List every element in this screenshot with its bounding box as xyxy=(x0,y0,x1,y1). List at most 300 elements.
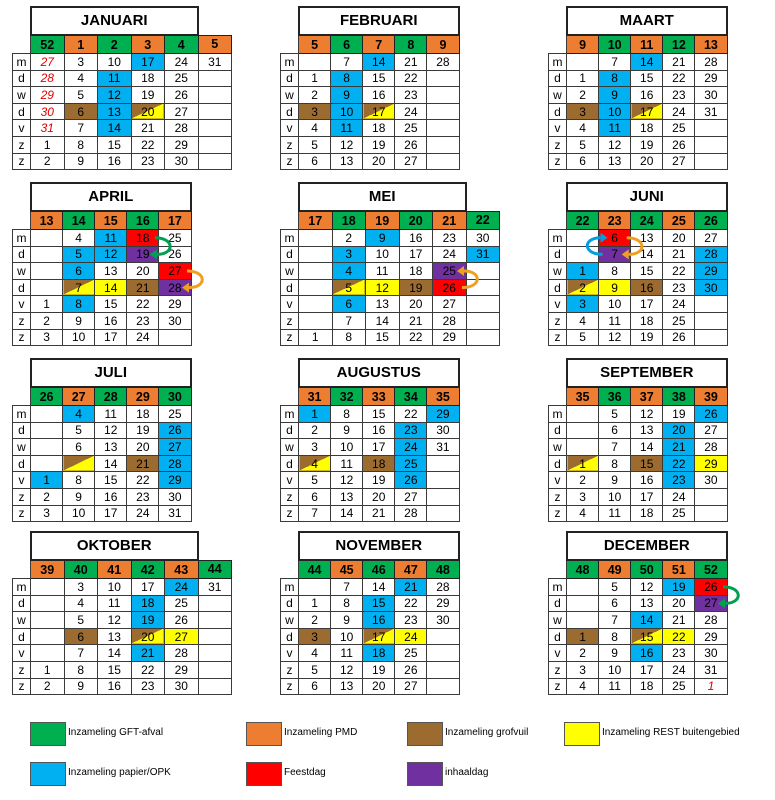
weekday-label: d xyxy=(13,246,31,263)
day-cell: 26 xyxy=(695,406,727,423)
day-cell: 24 xyxy=(127,505,159,522)
weekday-label: d xyxy=(281,422,299,439)
day-cell: 23 xyxy=(131,153,165,170)
day-cell: 25 xyxy=(165,595,199,612)
weekday-label: z xyxy=(549,312,567,329)
corner xyxy=(13,387,31,406)
month-title: OKTOBER xyxy=(31,532,199,560)
day-cell: 30 xyxy=(466,230,500,247)
month-juli xyxy=(12,358,192,522)
day-cell: 17 xyxy=(95,505,127,522)
legend-swatch xyxy=(407,762,443,786)
day-cell xyxy=(427,103,459,120)
corner xyxy=(13,359,31,387)
title-spacer xyxy=(466,183,500,211)
day-cell: 11 xyxy=(331,645,363,662)
day-cell: 22 xyxy=(131,136,165,153)
legend-swatch xyxy=(246,722,282,746)
day-cell: 3 xyxy=(567,296,599,313)
day-cell: 24 xyxy=(127,329,159,346)
day-cell: 10 xyxy=(366,246,400,263)
day-cell: 16 xyxy=(95,312,127,329)
day-cell: 5 xyxy=(63,422,95,439)
day-cell: 24 xyxy=(663,488,695,505)
day-cell: 14 xyxy=(631,439,663,456)
corner xyxy=(549,560,567,579)
day-cell: 5 xyxy=(332,279,366,296)
day-cell: 3 xyxy=(299,439,331,456)
month-title: APRIL xyxy=(31,183,192,211)
day-cell: 21 xyxy=(131,645,165,662)
corner xyxy=(549,183,567,211)
day-cell: 22 xyxy=(127,296,159,313)
day-cell: 27 xyxy=(395,488,427,505)
day-cell xyxy=(466,279,500,296)
day-cell xyxy=(198,661,232,678)
day-cell: 30 xyxy=(695,645,727,662)
day-cell: 15 xyxy=(631,263,663,280)
day-cell: 11 xyxy=(331,455,363,472)
month-title: MEI xyxy=(299,183,467,211)
week-number: 44 xyxy=(198,560,232,579)
weekday-label: m xyxy=(549,230,567,247)
day-cell xyxy=(159,329,191,346)
corner xyxy=(281,387,299,406)
day-cell: 7 xyxy=(64,120,98,137)
day-cell: 23 xyxy=(663,279,695,296)
month-juni xyxy=(548,182,728,346)
day-cell: 13 xyxy=(366,296,400,313)
day-cell xyxy=(198,136,232,153)
corner xyxy=(281,183,299,211)
week-number: 14 xyxy=(63,211,95,230)
day-cell xyxy=(31,645,65,662)
day-cell: 3 xyxy=(567,488,599,505)
day-cell: 30 xyxy=(165,678,199,695)
weekday-label: v xyxy=(549,472,567,489)
day-cell: 19 xyxy=(363,136,395,153)
day-cell: 31 xyxy=(31,120,65,137)
weekday-label: z xyxy=(549,505,567,522)
weekday-label: z xyxy=(549,136,567,153)
day-cell: 12 xyxy=(98,87,132,104)
week-number: 5 xyxy=(299,35,331,54)
day-cell: 21 xyxy=(127,279,159,296)
day-cell xyxy=(427,472,459,489)
weekday-label: d xyxy=(13,455,31,472)
day-cell: 29 xyxy=(165,661,199,678)
day-cell: 15 xyxy=(363,595,395,612)
week-number: 5 xyxy=(198,35,232,54)
title-spacer xyxy=(198,7,232,35)
legend-label: Inzameling PMD xyxy=(284,727,358,738)
day-cell xyxy=(695,153,727,170)
day-cell: 25 xyxy=(663,505,695,522)
day-cell: 20 xyxy=(131,103,165,120)
weekday-label: d xyxy=(281,628,299,645)
day-cell xyxy=(31,439,63,456)
day-cell: 23 xyxy=(433,230,467,247)
weekday-label: m xyxy=(13,54,31,71)
day-cell: 18 xyxy=(631,312,663,329)
day-cell: 22 xyxy=(663,263,695,280)
day-cell: 21 xyxy=(395,579,427,596)
day-cell: 6 xyxy=(63,439,95,456)
corner xyxy=(281,211,299,230)
day-cell: 4 xyxy=(63,406,95,423)
day-cell: 15 xyxy=(363,406,395,423)
day-cell: 12 xyxy=(98,612,132,629)
weekday-label: z xyxy=(549,678,567,695)
day-cell: 6 xyxy=(299,678,331,695)
day-cell xyxy=(567,230,599,247)
day-cell: 22 xyxy=(395,595,427,612)
day-cell: 5 xyxy=(64,87,98,104)
day-cell: 7 xyxy=(332,312,366,329)
weekday-label: d xyxy=(549,70,567,87)
day-cell: 19 xyxy=(631,329,663,346)
day-cell: 21 xyxy=(399,312,433,329)
day-cell: 7 xyxy=(331,54,363,71)
day-cell: 14 xyxy=(363,54,395,71)
day-cell: 5 xyxy=(599,406,631,423)
weekday-label: m xyxy=(281,54,299,71)
day-cell xyxy=(299,312,333,329)
day-cell: 24 xyxy=(395,103,427,120)
day-cell: 10 xyxy=(599,296,631,313)
day-cell: 10 xyxy=(331,439,363,456)
day-cell: 8 xyxy=(599,70,631,87)
corner xyxy=(281,532,299,560)
day-cell: 18 xyxy=(127,406,159,423)
day-cell: 3 xyxy=(31,329,63,346)
day-cell: 18 xyxy=(631,505,663,522)
day-cell xyxy=(695,312,727,329)
day-cell: 22 xyxy=(395,70,427,87)
day-cell: 23 xyxy=(395,612,427,629)
day-cell: 4 xyxy=(64,595,98,612)
day-cell xyxy=(198,70,232,87)
day-cell xyxy=(695,120,727,137)
weekday-label: w xyxy=(549,87,567,104)
day-cell: 14 xyxy=(331,505,363,522)
day-cell: 13 xyxy=(331,488,363,505)
day-cell: 12 xyxy=(95,422,127,439)
week-number: 15 xyxy=(95,211,127,230)
weekday-label: v xyxy=(13,296,31,313)
day-cell: 14 xyxy=(366,312,400,329)
day-cell: 18 xyxy=(363,120,395,137)
corner xyxy=(549,359,567,387)
title-spacer xyxy=(198,532,232,560)
weekday-label: z xyxy=(13,136,31,153)
day-cell: 9 xyxy=(331,87,363,104)
day-cell: 1 xyxy=(299,595,331,612)
day-cell: 19 xyxy=(363,661,395,678)
day-cell: 31 xyxy=(198,579,232,596)
day-cell: 26 xyxy=(663,329,695,346)
day-cell: 7 xyxy=(63,279,95,296)
week-number: 50 xyxy=(631,560,663,579)
day-cell: 24 xyxy=(433,246,467,263)
weekday-label: v xyxy=(281,645,299,662)
day-cell xyxy=(695,136,727,153)
day-cell: 16 xyxy=(95,488,127,505)
day-cell: 12 xyxy=(331,661,363,678)
corner xyxy=(281,7,299,35)
day-cell: 14 xyxy=(363,579,395,596)
weekday-label: w xyxy=(281,439,299,456)
day-cell: 16 xyxy=(363,422,395,439)
day-cell: 12 xyxy=(631,406,663,423)
day-cell: 28 xyxy=(31,70,65,87)
week-number: 1 xyxy=(64,35,98,54)
day-cell: 8 xyxy=(331,70,363,87)
day-cell: 20 xyxy=(127,439,159,456)
weekday-label: m xyxy=(281,230,299,247)
corner xyxy=(13,183,31,211)
month-februari xyxy=(280,6,460,170)
week-number: 17 xyxy=(159,211,191,230)
week-number: 49 xyxy=(599,560,631,579)
weekday-label: m xyxy=(281,406,299,423)
day-cell: 2 xyxy=(332,230,366,247)
day-cell xyxy=(427,505,459,522)
day-cell: 19 xyxy=(131,87,165,104)
weekday-label: w xyxy=(549,263,567,280)
day-cell: 7 xyxy=(299,505,331,522)
day-cell: 11 xyxy=(95,406,127,423)
day-cell: 16 xyxy=(631,645,663,662)
day-cell: 13 xyxy=(331,678,363,695)
week-number: 48 xyxy=(427,560,459,579)
day-cell: 26 xyxy=(159,422,191,439)
week-number: 36 xyxy=(599,387,631,406)
day-cell: 17 xyxy=(631,103,663,120)
day-cell: 26 xyxy=(159,246,191,263)
day-cell: 25 xyxy=(663,312,695,329)
corner xyxy=(13,7,31,35)
day-cell: 23 xyxy=(127,312,159,329)
day-cell: 3 xyxy=(64,54,98,71)
legend-swatch xyxy=(30,722,66,746)
day-cell: 9 xyxy=(64,678,98,695)
day-cell: 23 xyxy=(663,645,695,662)
day-cell: 25 xyxy=(159,406,191,423)
day-cell: 20 xyxy=(363,488,395,505)
weekday-label: d xyxy=(549,246,567,263)
month-september xyxy=(548,358,728,522)
day-cell xyxy=(198,153,232,170)
week-number: 19 xyxy=(366,211,400,230)
day-cell xyxy=(427,136,459,153)
day-cell: 26 xyxy=(395,136,427,153)
day-cell: 24 xyxy=(395,628,427,645)
day-cell: 26 xyxy=(433,279,467,296)
day-cell xyxy=(198,612,232,629)
day-cell: 29 xyxy=(159,472,191,489)
day-cell: 30 xyxy=(695,472,727,489)
day-cell: 5 xyxy=(64,612,98,629)
day-cell: 25 xyxy=(395,120,427,137)
day-cell: 29 xyxy=(165,136,199,153)
day-cell: 25 xyxy=(433,263,467,280)
weekday-label: d xyxy=(281,70,299,87)
day-cell: 6 xyxy=(332,296,366,313)
day-cell: 2 xyxy=(31,678,65,695)
day-cell: 4 xyxy=(567,505,599,522)
day-cell: 28 xyxy=(427,54,459,71)
day-cell: 19 xyxy=(363,472,395,489)
day-cell xyxy=(31,406,63,423)
day-cell: 27 xyxy=(695,422,727,439)
weekday-label: v xyxy=(281,120,299,137)
month-title: DECEMBER xyxy=(567,532,728,560)
day-cell: 9 xyxy=(599,645,631,662)
day-cell xyxy=(31,455,63,472)
weekday-label: w xyxy=(13,87,31,104)
week-number: 34 xyxy=(395,387,427,406)
day-cell: 1 xyxy=(567,628,599,645)
corner xyxy=(549,7,567,35)
week-number: 42 xyxy=(131,560,165,579)
day-cell: 1 xyxy=(299,329,333,346)
day-cell: 13 xyxy=(95,439,127,456)
day-cell: 17 xyxy=(631,488,663,505)
corner xyxy=(13,211,31,230)
day-cell: 2 xyxy=(567,472,599,489)
weekday-label: z xyxy=(281,505,299,522)
weekday-label: d xyxy=(13,422,31,439)
week-number: 9 xyxy=(567,35,599,54)
week-number: 23 xyxy=(599,211,631,230)
week-number: 32 xyxy=(331,387,363,406)
day-cell: 18 xyxy=(631,678,663,695)
day-cell: 5 xyxy=(299,472,331,489)
weekday-label: m xyxy=(281,579,299,596)
corner xyxy=(549,35,567,54)
week-number: 52 xyxy=(695,560,727,579)
day-cell: 10 xyxy=(63,329,95,346)
day-cell xyxy=(695,488,727,505)
day-cell xyxy=(427,120,459,137)
day-cell: 29 xyxy=(433,329,467,346)
day-cell: 14 xyxy=(98,645,132,662)
day-cell: 29 xyxy=(695,70,727,87)
week-number: 10 xyxy=(599,35,631,54)
day-cell: 18 xyxy=(363,645,395,662)
day-cell xyxy=(31,628,65,645)
day-cell: 27 xyxy=(395,153,427,170)
week-number: 24 xyxy=(631,211,663,230)
day-cell: 25 xyxy=(663,678,695,695)
legend-swatch xyxy=(246,762,282,786)
day-cell: 20 xyxy=(363,153,395,170)
weekday-label: d xyxy=(13,628,31,645)
week-number: 11 xyxy=(631,35,663,54)
day-cell: 26 xyxy=(395,472,427,489)
day-cell: 12 xyxy=(631,579,663,596)
day-cell: 15 xyxy=(98,661,132,678)
day-cell xyxy=(695,296,727,313)
day-cell: 13 xyxy=(631,422,663,439)
day-cell: 3 xyxy=(332,246,366,263)
week-number: 2 xyxy=(98,35,132,54)
day-cell: 8 xyxy=(599,263,631,280)
day-cell: 21 xyxy=(395,54,427,71)
day-cell: 24 xyxy=(165,579,199,596)
day-cell: 11 xyxy=(366,263,400,280)
month-title: SEPTEMBER xyxy=(567,359,728,387)
week-number: 17 xyxy=(299,211,333,230)
day-cell: 19 xyxy=(399,279,433,296)
month-april xyxy=(12,182,192,346)
weekday-label: d xyxy=(281,103,299,120)
day-cell: 8 xyxy=(331,406,363,423)
day-cell: 26 xyxy=(395,661,427,678)
day-cell: 15 xyxy=(363,70,395,87)
day-cell: 11 xyxy=(599,312,631,329)
week-number: 7 xyxy=(363,35,395,54)
day-cell: 20 xyxy=(127,263,159,280)
day-cell xyxy=(466,263,500,280)
day-cell: 28 xyxy=(159,279,191,296)
day-cell xyxy=(567,406,599,423)
day-cell: 27 xyxy=(695,230,727,247)
weekday-label: m xyxy=(13,579,31,596)
week-number: 39 xyxy=(695,387,727,406)
corner xyxy=(281,560,299,579)
day-cell: 12 xyxy=(599,329,631,346)
day-cell: 29 xyxy=(695,263,727,280)
week-number: 22 xyxy=(466,211,500,230)
day-cell: 4 xyxy=(64,70,98,87)
day-cell: 30 xyxy=(159,488,191,505)
day-cell: 21 xyxy=(127,455,159,472)
weekday-label: z xyxy=(281,678,299,695)
day-cell: 9 xyxy=(63,488,95,505)
day-cell: 6 xyxy=(599,230,631,247)
day-cell: 9 xyxy=(599,87,631,104)
day-cell: 16 xyxy=(98,678,132,695)
day-cell: 4 xyxy=(299,455,331,472)
day-cell xyxy=(299,246,333,263)
day-cell xyxy=(198,645,232,662)
day-cell xyxy=(466,312,500,329)
day-cell: 8 xyxy=(63,296,95,313)
weekday-label: z xyxy=(549,153,567,170)
day-cell: 8 xyxy=(599,628,631,645)
day-cell: 28 xyxy=(695,54,727,71)
week-number: 39 xyxy=(31,560,65,579)
day-cell: 2 xyxy=(299,612,331,629)
day-cell: 7 xyxy=(331,579,363,596)
day-cell: 30 xyxy=(427,612,459,629)
day-cell: 28 xyxy=(427,579,459,596)
day-cell xyxy=(567,579,599,596)
weekday-label: v xyxy=(549,645,567,662)
day-cell: 29 xyxy=(427,406,459,423)
day-cell: 16 xyxy=(98,153,132,170)
day-cell: 28 xyxy=(695,612,727,629)
day-cell: 8 xyxy=(331,595,363,612)
legend-label: Inzameling GFT-afval xyxy=(68,727,164,738)
day-cell: 29 xyxy=(31,87,65,104)
weekday-label: z xyxy=(13,488,31,505)
day-cell xyxy=(427,678,459,695)
day-cell: 19 xyxy=(631,136,663,153)
day-cell: 24 xyxy=(663,296,695,313)
